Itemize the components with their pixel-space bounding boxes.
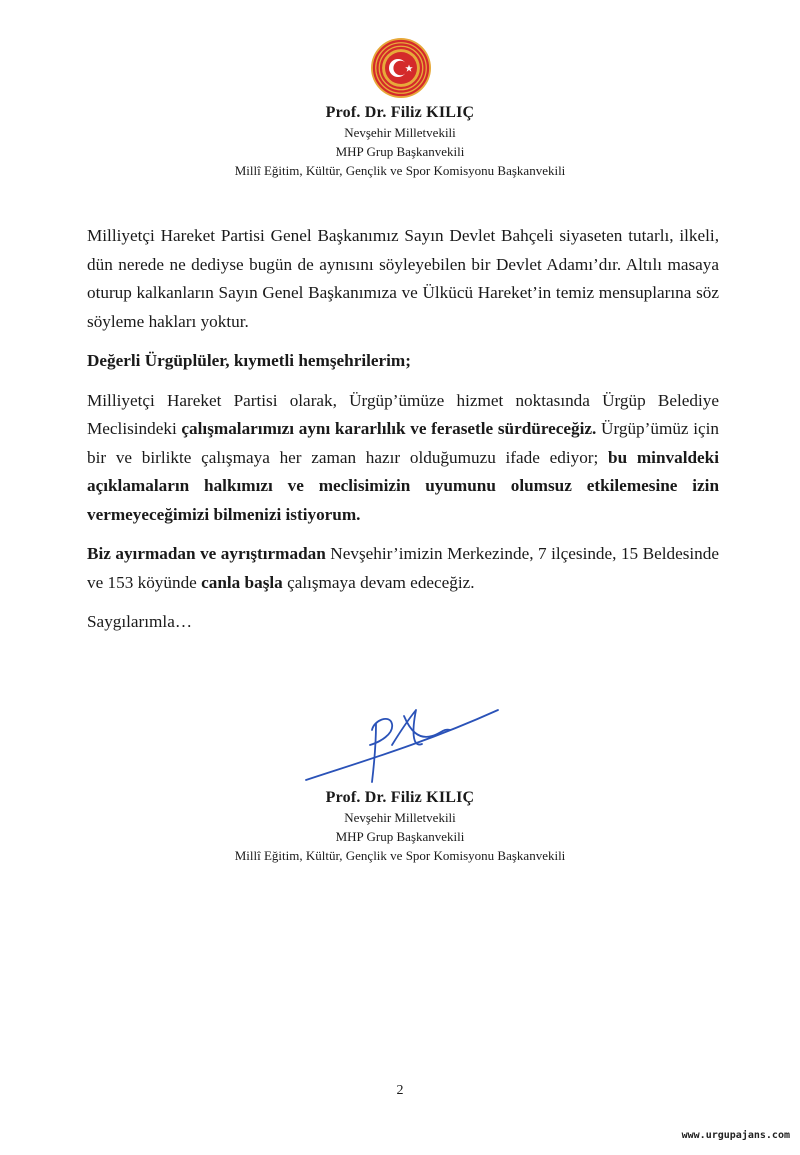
letterhead <box>0 103 800 180</box>
p4-text-1: Nevşehir’imizin Merkezinde, 7 ilçesinde, 15 Beldesinde ve 153 köyünde <box>87 544 719 592</box>
handwritten-signature <box>300 700 505 795</box>
p4-bold-1: Biz ayırmadan ve ayrıştırmadan <box>87 544 326 563</box>
p3-text-1: Milliyetçi Hareket Partisi olarak, Ürgüp’ümüze hizmet noktasında Ürgüp Belediye Meclisindeki <box>87 390 719 438</box>
p4-bold-2: canla başla <box>201 572 283 592</box>
paragraph-4 <box>87 540 719 597</box>
p3-bold-2: bu minvaldeki açıklamaların halkımızı ve meclisimizin uyumunu olumsuz etkilemesine izin vermeyeceğimizi bilmenizi istiyorum. <box>87 447 719 524</box>
page-number: 2 <box>396 1083 404 1098</box>
paragraph-3 <box>87 387 719 530</box>
author-title-3: Millî Eğitim, Kültür, Gençlik ve Spor Komisyonu Başkanvekili <box>234 163 566 178</box>
p4-text-2: çalışmaya devam edeceğiz. <box>282 572 475 592</box>
p3-text-2: Ürgüp’ümüz için bir ve birlikte çalışmaya her zaman hazır olduğumuzu ifade ediyor; <box>87 419 719 467</box>
paragraph-5: Saygılarımla… <box>87 612 193 631</box>
author-title-2: MHP Grup Başkanvekili <box>335 144 465 159</box>
tbmm-emblem-icon <box>370 37 432 99</box>
signature-block <box>0 788 800 865</box>
watermark: www.urgupajans.com <box>681 1130 790 1141</box>
author-name: Prof. Dr. Filiz KILIÇ <box>325 104 475 121</box>
letter-body <box>87 222 719 648</box>
signatory-title-2: MHP Grup Başkanvekili <box>335 829 465 844</box>
paragraph-2 <box>87 347 719 376</box>
paragraph-1: Milliyetçi Hareket Partisi Genel Başkanımız Sayın Devlet Bahçeli siyaseten tutarlı, ilkeli, dün nerede ne dediyse bugün de aynısını söyleyebilen bir Devlet Adamı’dır. Altılı masaya oturup kalkanların Sayın Genel Başkanımıza ve Ülkücü Hareket’in temiz mensuplarına söz söyleme hakları yoktur. <box>87 226 719 331</box>
p3-bold-1: çalışmalarımızı aynı kararlılık ve ferasetle sürdüreceğiz. <box>181 419 597 438</box>
signatory-title-1: Nevşehir Milletvekili <box>344 810 456 825</box>
author-title-1: Nevşehir Milletvekili <box>344 125 456 140</box>
signatory-title-3: Millî Eğitim, Kültür, Gençlik ve Spor Komisyonu Başkanvekili <box>234 848 566 863</box>
greeting-bold: Değerli Ürgüplüler, kıymetli hemşehrilerim; <box>87 351 411 370</box>
signatory-name: Prof. Dr. Filiz KILIÇ <box>325 789 475 806</box>
